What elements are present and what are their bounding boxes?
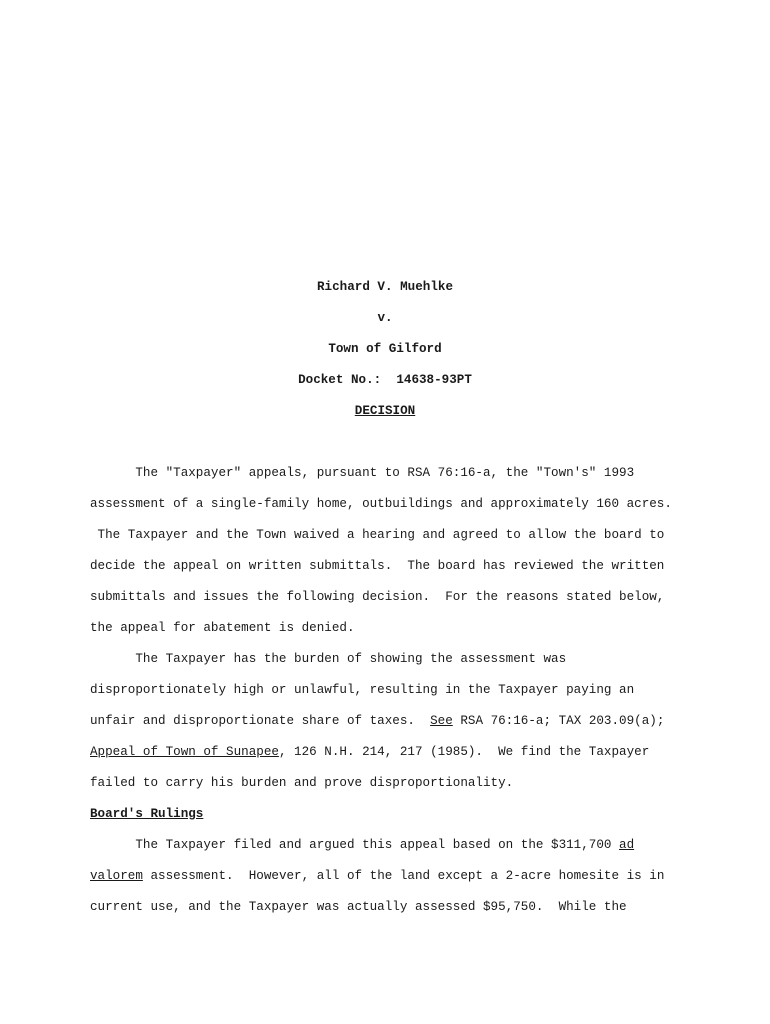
decision-title: DECISION bbox=[354, 404, 416, 418]
paragraph-line: decide the appeal on written submittals. The board has reviewed the written bbox=[90, 559, 665, 573]
paragraph-line: The "Taxpayer" appeals, pursuant to RSA 76:16-a, the "Town's" 1993 bbox=[90, 466, 635, 480]
party-name-taxpayer: Richard V. Muehlke bbox=[316, 280, 454, 294]
line-text: assessment. However, all of the land except a 2-acre homesite is in bbox=[142, 869, 665, 883]
line-text: The Taxpayer filed and argued this appeal based on the $311,700 bbox=[90, 838, 620, 852]
versus-label: v. bbox=[377, 311, 393, 325]
case-citation: Appeal of Town of Sunapee bbox=[90, 745, 279, 759]
paragraph-line: the appeal for abatement is denied. bbox=[90, 621, 355, 635]
section-heading-boards-rulings: Board's Rulings bbox=[90, 807, 204, 821]
paragraph-line: current use, and the Taxpayer was actually assessed $95,750. While the bbox=[90, 900, 627, 914]
paragraph-line bbox=[90, 745, 649, 759]
line-text: unfair and disproportionate share of taxes. bbox=[90, 714, 431, 728]
paragraph-line: The Taxpayer and the Town waived a hearing and agreed to allow the board to bbox=[90, 528, 665, 542]
citation-signal-see: See bbox=[430, 714, 453, 728]
line-text: RSA 76:16-a; TAX 203.09(a); bbox=[452, 714, 665, 728]
paragraph-line bbox=[90, 714, 664, 728]
paragraph-line: failed to carry his burden and prove disproportionality. bbox=[90, 776, 514, 790]
line-text: , 126 N.H. 214, 217 (1985). We find the Taxpayer bbox=[278, 745, 650, 759]
docket-number: Docket No.: 14638-93PT bbox=[298, 373, 472, 387]
latin-term-ad: ad bbox=[619, 838, 635, 852]
paragraph-line: disproportionately high or unlawful, resulting in the Taxpayer paying an bbox=[90, 683, 635, 697]
latin-term-valorem: valorem bbox=[90, 869, 143, 883]
paragraph-line: assessment of a single-family home, outbuildings and approximately 160 acres. bbox=[90, 497, 672, 511]
party-name-town: Town of Gilford bbox=[328, 342, 442, 356]
paragraph-line bbox=[90, 869, 664, 883]
paragraph-line bbox=[90, 838, 634, 852]
paragraph-line: The Taxpayer has the burden of showing the assessment was bbox=[90, 652, 567, 666]
paragraph-line: submittals and issues the following decision. For the reasons stated below, bbox=[90, 590, 665, 604]
